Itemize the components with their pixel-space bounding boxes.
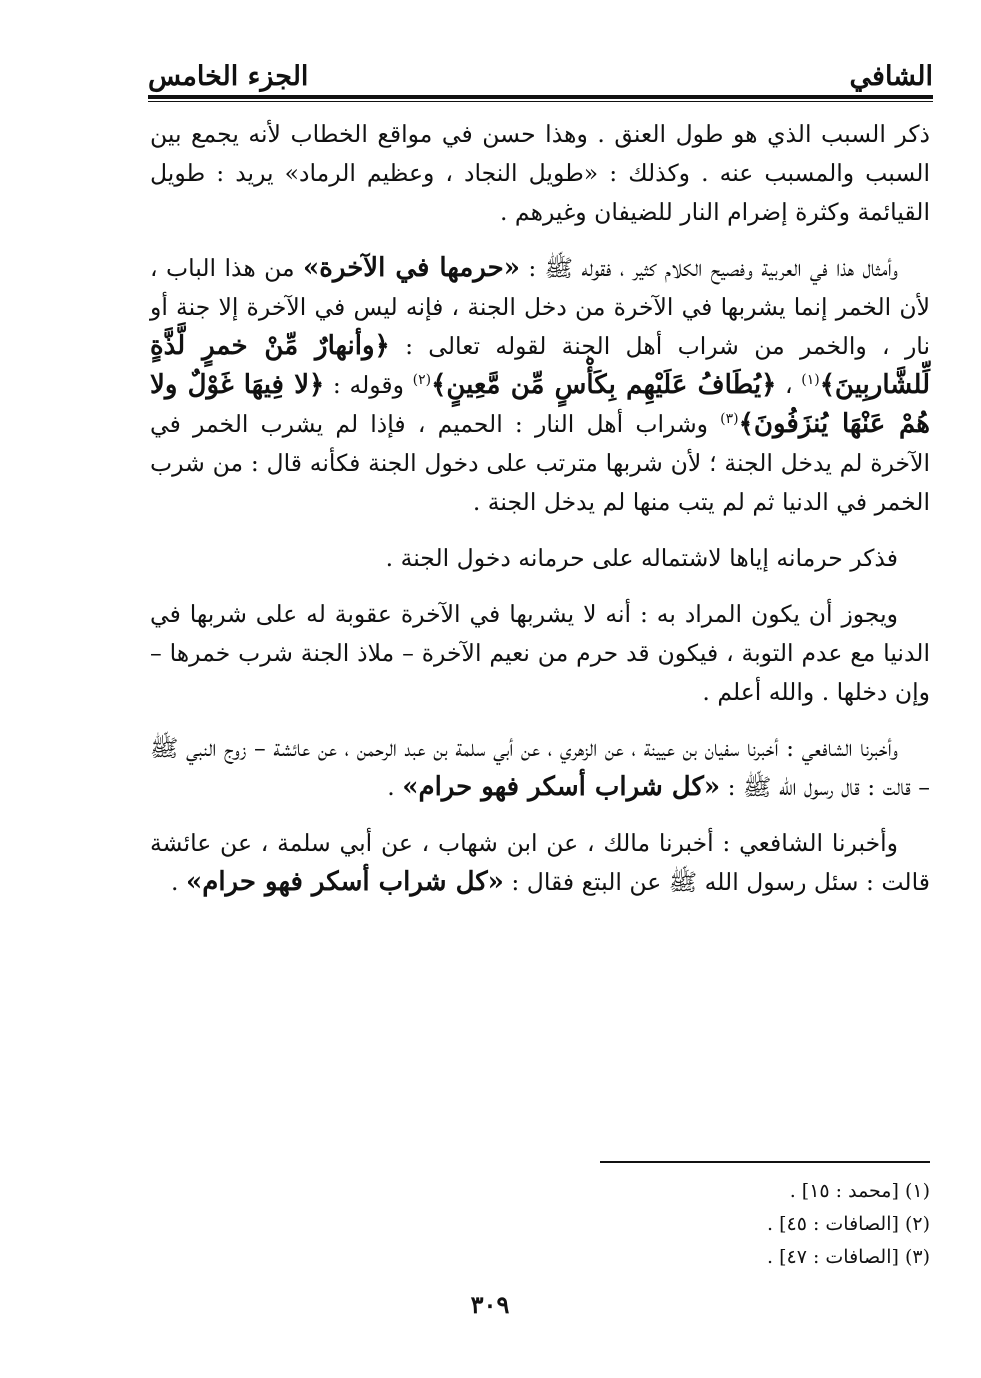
paragraph-6 (150, 824, 930, 902)
paragraph-1 (150, 115, 930, 232)
page-header (148, 44, 933, 92)
text-segment: وأخبرنا الشافعي : أخبرنا مالك ، عن ابن شهاب ، عن أبي سلمة ، عن عائشة قالت : سئل رسول الله ﷺ عن البتع فقال : (150, 829, 930, 896)
hadith-quote: «كل شراب أسكر فهو حرام» (402, 772, 721, 802)
text-segment: . (387, 773, 403, 801)
text-segment: ويجوز أن يكون المراد به : أنه لا يشربها في الآخرة عقوبة له على شربها في الدنيا مع عدم التوبة ، فيكون قد حرم من نعيم الآخرة – ملاذ الجنة شرب خمرها – وإن دخلها . والله أعلم . (150, 600, 930, 706)
footnote-ref: (١) (801, 372, 820, 389)
paragraph-2 (150, 249, 930, 522)
main-text (150, 115, 930, 919)
text-segment: وقوله : (324, 371, 413, 399)
text-segment: فذكر حرمانه إياها لاشتماله على حرمانه دخول الجنة . (385, 544, 898, 572)
header-rule-thin (148, 101, 933, 102)
footnote-ref: (٣) (720, 411, 739, 428)
paragraph-4 (150, 595, 930, 712)
text-segment: . (171, 868, 186, 896)
paragraph-5 (150, 729, 930, 807)
footnote-ref: (٢) (412, 372, 432, 389)
footnote-3: (٣) [الصافات : ٤٧] . (767, 1246, 930, 1268)
text-segment: ذكر السبب الذي هو طول العنق . وهذا حسن في مواقع الخطاب لأنه يجمع بين السبب والمسبب عنه . وكذلك : «طويل النجاد ، وعظيم الرماد» يريد : طويل القيائمة وكثرة إضرام النار للضيفان وغيرهم . (150, 120, 930, 226)
page-number: ٣٠٩ (470, 1290, 510, 1319)
text-segment: من هذا الباب ، لأن الخمر إنما يشربها في الآخرة من دخل الجنة ، فإنه ليس في الآخرة إلا جنة أو نار ، والخمر من شراب أهل الجنة لقوله تعالى : (150, 254, 930, 360)
hadith-quote: «حرمها في الآخرة» (303, 253, 520, 283)
header-rule-thick (148, 95, 933, 99)
quran-verse: ﴿وأنهارٌ مِّنْ خمرٍ لَّذَّةٍ لِّلشَّاربِينَ﴾ (150, 331, 930, 400)
book-title: الشافي (849, 61, 933, 92)
text-segment: ، (776, 371, 802, 399)
footnote-2: (٢) [الصافات : ٤٥] . (767, 1213, 930, 1235)
footnote-1: (١) [محمد : ١٥] . (789, 1180, 930, 1202)
hadith-quote: «كل شراب أسكر فهو حرام» (185, 867, 504, 897)
quran-verse: ﴿لا فِيهَا غَوْلٌ ولا هُمْ عَنْهَا يُنزَفُونَ﴾ (150, 370, 931, 439)
footnote-separator (600, 1161, 930, 1163)
text-segment: وأخبرنا الشافعي : أخبرنا سفيان بن عيينة ، عن الزهري ، عن أبي سلمة بن عبد الرحمن ، عن عائشة – زوج النبي ﷺ – قالت : قال رسول الله ﷺ : (150, 734, 930, 801)
paragraph-3 (150, 539, 930, 578)
volume-title: الجزء الخامس (148, 61, 309, 92)
text-segment: وأمثال هذا في العربية وفصيح الكلام كثير ، فقوله ﷺ : (519, 254, 899, 282)
footnotes (500, 1175, 930, 1274)
text-segment: وشراب أهل النار : الحميم ، فإذا لم يشرب الخمر في الآخرة لم يدخل الجنة ؛ لأن شربها مترتب على دخول الجنة فكأنه قال : من شرب الخمر في الدنيا ثم لم يتب منها لم يدخل الجنة . (150, 410, 930, 516)
quran-verse: ﴿يُطَافُ عَلَيْهِم بِكَأْسٍ مِّن مَّعِينٍ﴾ (431, 370, 777, 400)
